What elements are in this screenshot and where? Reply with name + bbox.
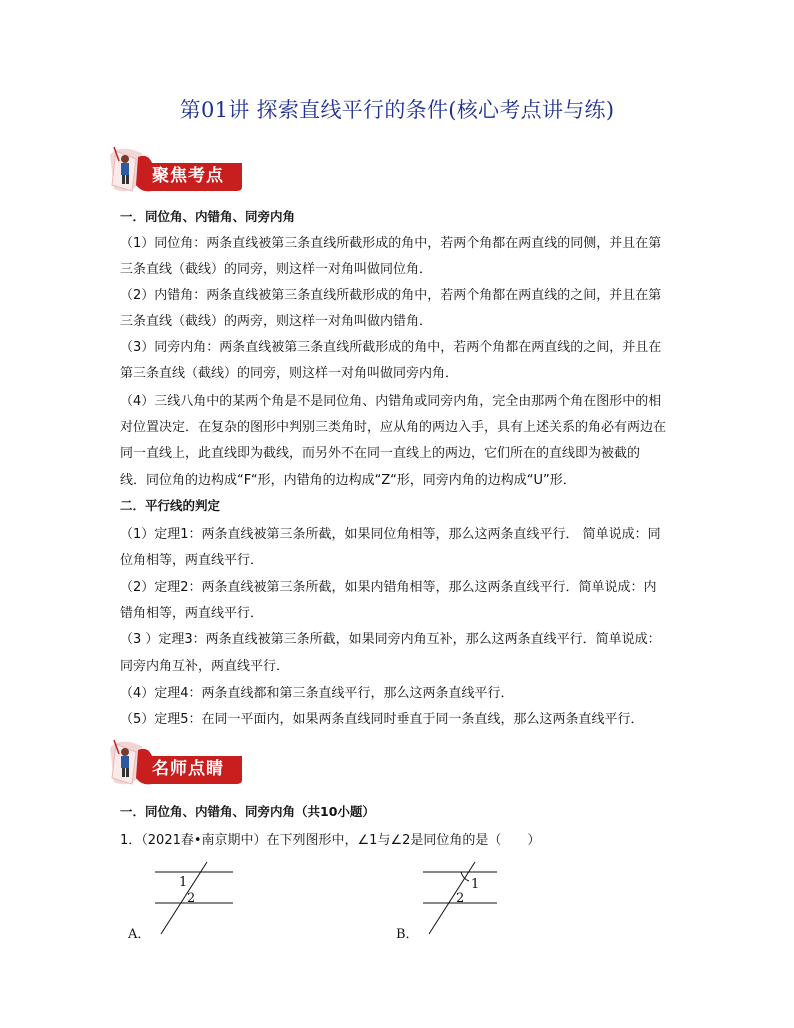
badge-label: 名师点睛	[152, 759, 224, 779]
paragraph-line: （2）定理2：两条直线被第三条所截，如果内错角相等，那么这两条直线平行．简单说成：内	[120, 580, 657, 595]
paragraph-line: （5）定理5：在同一平面内，如果两条直线同时垂直于同一条直线，那么这两条直线平行．	[120, 712, 644, 727]
badge-label: 聚焦考点	[152, 166, 224, 186]
option-label-a: A．	[128, 927, 151, 942]
heading-theorems: 二．平行线的判定	[120, 498, 221, 513]
paragraph-line: （1）同位角：两条直线被第三条直线所截形成的角中，若两个角都在两直线的同侧，并且在第	[120, 236, 662, 251]
heading-concepts: 一．同位角、内错角、同旁内角	[120, 209, 296, 224]
paragraph-line: （2）内错角：两条直线被第三条直线所截形成的角中，若两个角都在两直线的之间，并且在第	[120, 288, 662, 303]
angle-label-2: 2	[456, 891, 465, 906]
paragraph-line: 同一直线上，此直线即为截线，而另外不在同一直线上的两边，它们所在的直线即为被截的	[120, 446, 641, 461]
option-label-b: B．	[396, 927, 419, 942]
paragraph-line: （1）定理1：两条直线被第三条所截，如果同位角相等，那么这两条直线平行． 简单说成：同	[120, 527, 661, 542]
paragraph-line: 同旁内角互补，两直线平行．	[120, 659, 290, 674]
angle-label-2: 2	[187, 891, 196, 906]
paragraph-line: 线．同位角的边构成“F“形，内错角的边构成“Z“形，同旁内角的边构成“U”形．	[120, 473, 576, 488]
heading-practice: 一．同位角、内错角、同旁内角（共10小题）	[120, 804, 375, 819]
paragraph-line: 三条直线（截线）的同旁，则这样一对角叫做同位角．	[120, 262, 433, 277]
paragraph-line: 对位置决定．在复杂的图形中判别三类角时，应从角的两边入手，具有上述关系的角必有两边在	[120, 420, 667, 435]
figure-option-b	[393, 862, 513, 942]
question-1: 1．（2021春•南京期中）在下列图形中，∠1与∠2是同位角的是（ ）	[120, 833, 541, 848]
figure-option-a	[125, 862, 245, 942]
section-badge-tips	[108, 738, 243, 790]
paragraph-line: 第三条直线（截线）的同旁，则这样一对角叫做同旁内角．	[120, 366, 459, 381]
paragraph-line: 错角相等，两直线平行．	[120, 606, 264, 621]
section-badge-focus	[108, 145, 243, 197]
paragraph-line: （3）同旁内角：两条直线被第三条直线所截形成的角中，若两个角都在两直线的之间，并且在	[120, 340, 662, 355]
paragraph-line: （4）定理4：两条直线都和第三条直线平行，那么这两条直线平行．	[120, 686, 514, 701]
page-title: 第01讲 探索直线平行的条件(核心考点讲与练)	[179, 98, 615, 122]
paragraph-line: （4）三线八角中的某两个角是不是同位角、内错角或同旁内角，完全由那两个角在图形中的相	[120, 394, 662, 409]
paragraph-line: 位角相等，两直线平行．	[120, 553, 264, 568]
angle-label-1: 1	[179, 875, 188, 890]
paragraph-line: 三条直线（截线）的两旁，则这样一对角叫做内错角．	[120, 314, 433, 329]
angle-label-1: 1	[471, 877, 480, 892]
paragraph-line: （3 ）定理3：两条直线被第三条所截，如果同旁内角互补，那么这两条直线平行．简单说成：	[120, 632, 661, 647]
